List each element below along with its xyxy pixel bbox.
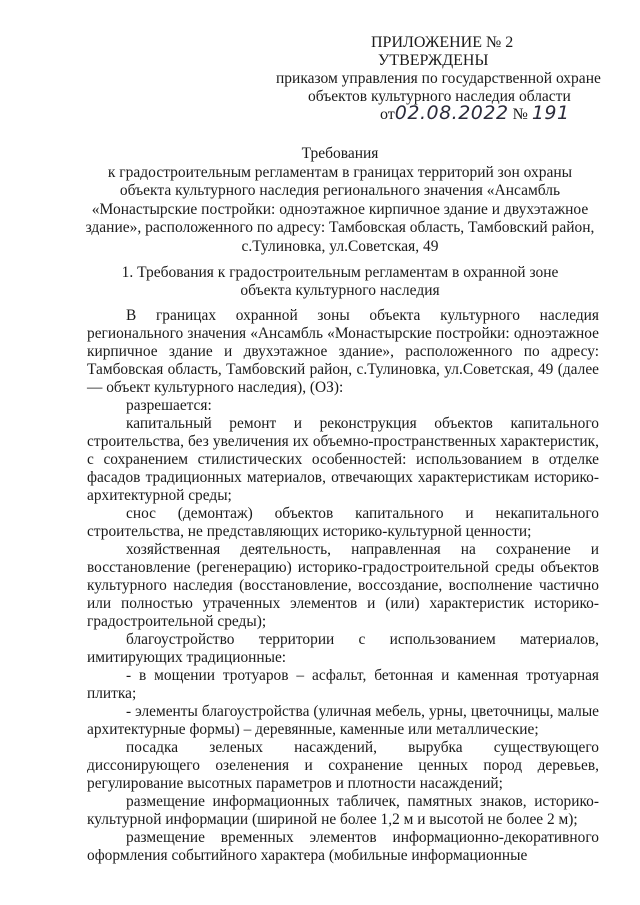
section-heading-line: 1. Требования к градостроительным регламентам в охранной зоне <box>121 264 559 281</box>
handwritten-number: 191 <box>531 102 570 124</box>
paragraph-economic-activity: хозяйственная деятельность, направленная на сохранение и восстановление (регенерацию) историко-градостроительной среды объектов культурного наследия (восстановление, воссоздание, восполнение частично или полностью утраченных элементов и (или) характеристик историко-градостроительной среды); <box>87 541 599 630</box>
paragraph-street-furniture: - элементы благоустройства (уличная мебель, урны, цветочницы, малые архитектурные формы) – деревянные, каменные или металлические; <box>87 703 599 738</box>
title-line: объекта культурного наследия регионального значения «Ансамбль <box>119 182 561 199</box>
section-heading-line: объекта культурного наследия <box>240 282 440 299</box>
paragraph-intro: В границах охранной зоны объекта культурного наследия регионального значения «Ансамбль «Монастырские постройки: одноэтажное кирпичное здание и двухэтажное здание», расположенного по адресу: Тамбовская область, Тамбовский район, с.Тулиновка, ул.Советская, 49 (далее — объект культурного наследия), (ОЗ): <box>87 307 599 396</box>
paragraph-signs: размещение информационных табличек, памятных знаков, историко-культурной информации (шириной не более 1,2 м и высотой не более 2 м); <box>87 793 599 828</box>
paragraph-allowed: разрешается: <box>126 397 212 414</box>
order-issuer-line1: приказом управления по государственной охране <box>276 70 601 87</box>
document-title <box>70 145 610 256</box>
number-label: № <box>512 106 528 123</box>
paragraph-demolition: снос (демонтаж) объектов капитального и некапитального строительства, не представляющих историко-культурной ценности; <box>87 505 599 540</box>
approved-label: УТВЕРЖДЕНЫ <box>378 52 489 69</box>
date-prefix: от <box>380 106 395 123</box>
paragraph-repair: капитальный ремонт и реконструкция объектов капитального строительства, без увеличения их объемно-пространственных характеристик, с сохранением стилистических особенностей: использованием в отделке фасадов традиционных материалов, отвечающих характеристикам историко-архитектурной среды; <box>87 415 599 504</box>
appendix-number: ПРИЛОЖЕНИЕ № 2 <box>371 34 514 51</box>
title-line: «Монастырские постройки: одноэтажное кирпичное здание и двухэтажное <box>91 200 589 218</box>
paragraph-planting: посадка зеленых насаждений, вырубка существующего диссонирующего озеленения и сохранение ценных пород деревьев, регулирование высотных параметров и плотности насаждений; <box>87 739 599 792</box>
title-line: к градостроительным регламентам в границах территорий зон охраны <box>107 163 573 181</box>
order-issuer-line2: объектов культурного наследия области <box>308 88 571 105</box>
title-line: Требования <box>301 145 379 162</box>
section-heading <box>90 264 590 300</box>
order-date-number <box>380 104 570 124</box>
paragraph-temporary-elements: размещение временных элементов информационно-декоративного оформления событийного характера (мобильные информационные <box>87 829 599 864</box>
title-line: с.Тулиновка, ул.Советская, 49 <box>241 237 439 255</box>
document-body <box>87 307 599 865</box>
handwritten-date: 02.08.2022 <box>394 102 509 124</box>
title-line: здание», расположенного по адресу: Тамбовская область, Тамбовский район, <box>85 219 595 236</box>
paragraph-paving: - в мощении тротуаров – асфальт, бетонная и каменная тротуарная плитка; <box>87 667 599 702</box>
paragraph-landscaping: благоустройство территории с использованием материалов, имитирующих традиционные: <box>87 631 599 666</box>
